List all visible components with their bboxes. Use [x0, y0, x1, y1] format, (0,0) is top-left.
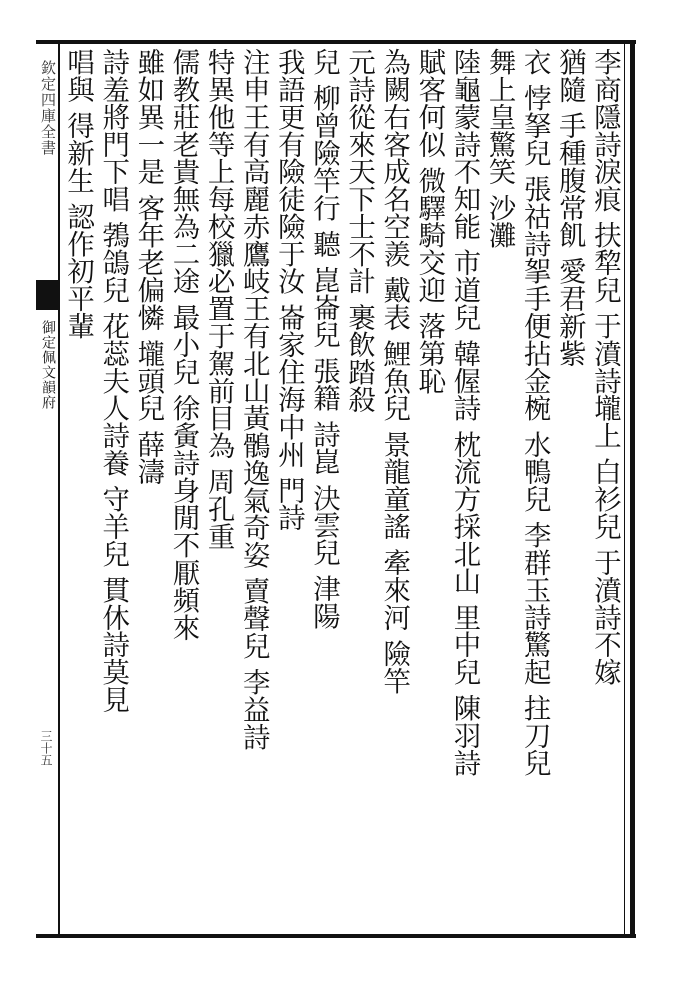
text-column: 唱與 得新生 認作初平輩 [62, 48, 94, 340]
margin-book-title: 御定佩文韻府 [40, 320, 56, 410]
bottom-border [36, 934, 636, 938]
top-border [36, 40, 636, 44]
fishtail-mark [36, 280, 58, 310]
text-column: 舞上皇驚笑 沙灘 [483, 48, 515, 249]
text-column: 元詩從來天下士不計 裹飲踏殺 [343, 48, 375, 413]
text-column: 陸龜蒙詩不知能 市道兒 韓偓詩 枕流方採北山 里中兒 陳羽詩 [448, 48, 480, 777]
text-column: 李商隱詩淚痕 扶犂兒 于濆詩壠上 白衫兒 于濆詩不嫁 [589, 48, 620, 686]
text-column: 為闕右客成名空羨 戴表 鯉魚兒 景龍童謠 牽來河 險竿 [378, 48, 410, 695]
text-columns [60, 48, 622, 928]
text-column: 特異他等上每校獵必置于駕前目為 周孔重 [202, 48, 234, 550]
text-column: 衣 悖拏兒 張祜詩挐手便拈金椀 水鴨兒 李群玉詩驚起 拄刀兒 [518, 48, 550, 777]
margin-series-title: 欽定四庫全書 [39, 60, 57, 156]
text-column: 雖如異一是 客年老偏憐 壠頭兒 薛濤 [132, 48, 164, 485]
text-column: 儒教莊老貴無為二途 最小兒 徐夤詩身閒不厭頻來 [167, 48, 199, 641]
text-column: 我語更有險徒險于汝 崙家住海中州 門詩 [272, 48, 304, 532]
text-column: 兒 柳曾險竿行 聽 崑崙兒 張籍 詩崑 決雲兒 津陽 [308, 48, 339, 630]
right-border [630, 40, 635, 938]
right-inner-border [624, 40, 625, 938]
text-column: 猶隨 手種腹常飢 愛君新紫 [553, 48, 585, 367]
text-column: 注申王有高麗赤鷹岐王有北山黃鶻逸氣奇姿 賣聲兒 李益詩 [237, 48, 269, 751]
text-column: 詩羞將門下唱 鵓鴿兒 花蕊夫人詩養 守羊兒 貫休詩莫見 [97, 48, 129, 713]
page-margin [36, 44, 58, 934]
page-number: 三十五 [39, 730, 53, 766]
text-column: 賦客何似 微驛騎交迎 落第恥 [413, 48, 445, 395]
